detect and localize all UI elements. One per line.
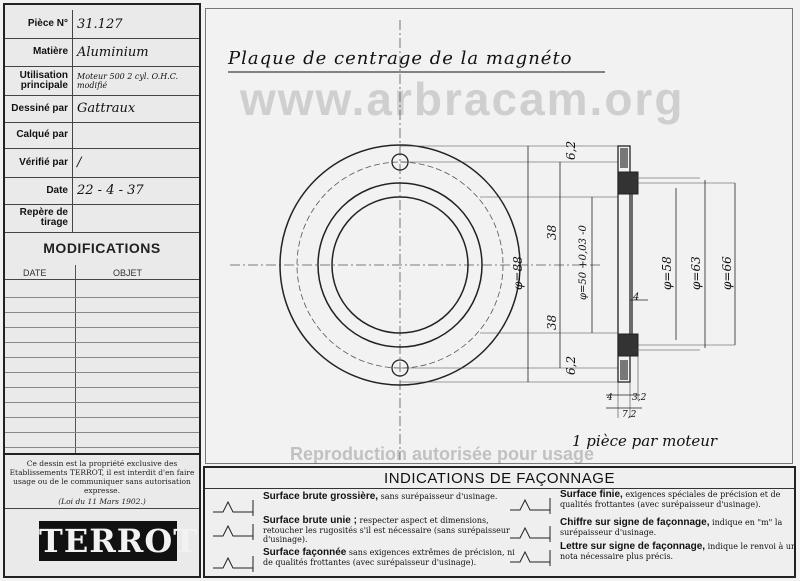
field-value: / bbox=[77, 155, 82, 170]
legend-item-text: exigences spéciales de précision et de qualités frottantes (avec surépaisseur d'usinage). bbox=[560, 490, 781, 509]
title-block-row bbox=[5, 204, 199, 233]
modification-row-line bbox=[5, 387, 199, 388]
legend-divider bbox=[205, 488, 794, 489]
extension-lines bbox=[400, 146, 735, 418]
field-label: Matière bbox=[5, 38, 73, 66]
modification-row-line bbox=[5, 357, 199, 358]
technical-drawing bbox=[205, 8, 793, 464]
drawing-title: Plaque de centrage de la magnéto bbox=[228, 48, 573, 69]
dim-phi-50: φ=50 +0,03 -0 bbox=[578, 225, 589, 300]
modifications-header bbox=[5, 265, 199, 280]
legend-item-text: sans surépaisseur d'usinage. bbox=[378, 492, 498, 501]
field-label: Dessiné par bbox=[5, 95, 73, 122]
modification-row-line bbox=[5, 432, 199, 433]
field-label: Vérifié par bbox=[5, 148, 73, 177]
col-date-label: DATE bbox=[23, 268, 47, 278]
ownership-notice bbox=[5, 453, 199, 509]
title-block bbox=[3, 3, 201, 578]
legend-item-text: sans exigences extrêmes de précision, ni de qualités frottantes (avec surépaisseur d'usinage). bbox=[263, 548, 515, 567]
watermark-url: www.arbracam.org bbox=[240, 73, 685, 125]
dim-3-2: 3,2 bbox=[632, 393, 647, 403]
modification-row-line bbox=[5, 447, 199, 448]
terrot-logo: TERROT bbox=[39, 522, 199, 560]
dim-38-top: 38 bbox=[545, 224, 559, 240]
dim-6-2-bottom: 6,2 bbox=[564, 355, 578, 375]
dim-phi-88: φ=88 bbox=[511, 256, 525, 290]
section-view bbox=[618, 146, 638, 382]
modification-row-line bbox=[5, 402, 199, 403]
modification-row-line bbox=[5, 372, 199, 373]
notice-law: (Loi du 11 Mars 1902.) bbox=[58, 497, 146, 506]
modifications-divider bbox=[75, 265, 76, 453]
dim-7-2: 7,2 bbox=[622, 410, 637, 420]
legend-title: INDICATIONS DE FAÇONNAGE bbox=[384, 470, 615, 487]
modifications-title: MODIFICATIONS bbox=[43, 240, 161, 256]
field-value bbox=[77, 204, 195, 232]
title-block-row bbox=[5, 148, 199, 178]
field-label: Pièce N° bbox=[5, 10, 73, 38]
legend-item bbox=[560, 490, 800, 509]
field-value: 31.127 bbox=[77, 16, 123, 32]
finish-symbol-icon bbox=[209, 518, 257, 544]
legend-item-text: indique en "m" la surépaisseur d'usinage. bbox=[560, 518, 783, 537]
title-block-row bbox=[5, 10, 199, 39]
legend-item-heading: Surface brute grossière, bbox=[263, 491, 379, 502]
title-block-row bbox=[5, 177, 199, 205]
finish-symbol-icon bbox=[506, 544, 554, 570]
modification-row-line bbox=[5, 342, 199, 343]
field-label: Date bbox=[5, 177, 73, 204]
field-value: Gattraux bbox=[77, 101, 136, 116]
title-block-row bbox=[5, 95, 199, 123]
modification-row-line bbox=[5, 297, 199, 298]
dim-6-2-top: 6,2 bbox=[564, 140, 578, 160]
field-value bbox=[77, 122, 195, 148]
title-block-row bbox=[5, 66, 199, 96]
field-label: Calqué par bbox=[5, 122, 73, 148]
legend-item-heading: Chiffre sur signe de façonnage, bbox=[560, 517, 710, 528]
machining-legend bbox=[203, 466, 796, 578]
col-objet-label: OBJET bbox=[113, 268, 143, 278]
field-label: Repère de tirage bbox=[5, 204, 73, 232]
dim-4-section: 4 bbox=[633, 292, 640, 303]
quantity-note: 1 pièce par moteur bbox=[572, 432, 718, 450]
legend-item bbox=[560, 518, 800, 537]
dim-phi-63: φ=63 bbox=[689, 256, 703, 290]
legend-item-text: respecter aspect et dimensions, retoucher les rugosités s'il est nécessaire (sans surépaisseur d'usinage). bbox=[263, 516, 510, 544]
field-value: Moteur 500 2 cyl. O.H.C. modifié bbox=[77, 71, 179, 90]
finish-symbol-icon bbox=[506, 492, 554, 518]
dim-phi-66: φ=66 bbox=[720, 256, 734, 290]
field-label: Utilisation principale bbox=[5, 66, 73, 95]
legend-item-text: indique le renvoi à un nota nécessaire plus précis. bbox=[560, 542, 797, 561]
legend-item-heading: Surface brute unie ; bbox=[263, 515, 357, 526]
dim-38-bottom: 38 bbox=[545, 314, 559, 330]
finish-symbol-icon bbox=[506, 520, 554, 546]
legend-item bbox=[560, 542, 800, 561]
title-block-row bbox=[5, 38, 199, 67]
legend-item-heading: Surface façonnée bbox=[263, 547, 347, 558]
legend-item-heading: Surface finie, bbox=[560, 489, 623, 500]
watermark-bottom: Reproduction autorisée pour usage bbox=[290, 444, 595, 464]
field-value: Aluminium bbox=[77, 44, 149, 60]
title-block-row bbox=[5, 122, 199, 149]
notice-text: Ce dessin est la propriété exclusive des Etablissements TERROT, il est interdit d'en faire usage ou de le communiquer sans autorisation expresse. bbox=[9, 459, 195, 495]
modification-row-line bbox=[5, 417, 199, 418]
finish-symbol-icon bbox=[209, 494, 257, 520]
finish-symbol-icon bbox=[209, 550, 257, 576]
modification-row-line bbox=[5, 327, 199, 328]
legend-item bbox=[263, 516, 518, 545]
modification-row-line bbox=[5, 312, 199, 313]
field-value: 22 - 4 - 37 bbox=[77, 183, 144, 198]
legend-item bbox=[263, 548, 518, 567]
legend-item bbox=[263, 492, 518, 502]
dim-4-bottom: 4 bbox=[607, 393, 613, 403]
legend-item-heading: Lettre sur signe de façonnage, bbox=[560, 541, 706, 552]
dim-phi-58: φ=58 bbox=[660, 256, 674, 290]
